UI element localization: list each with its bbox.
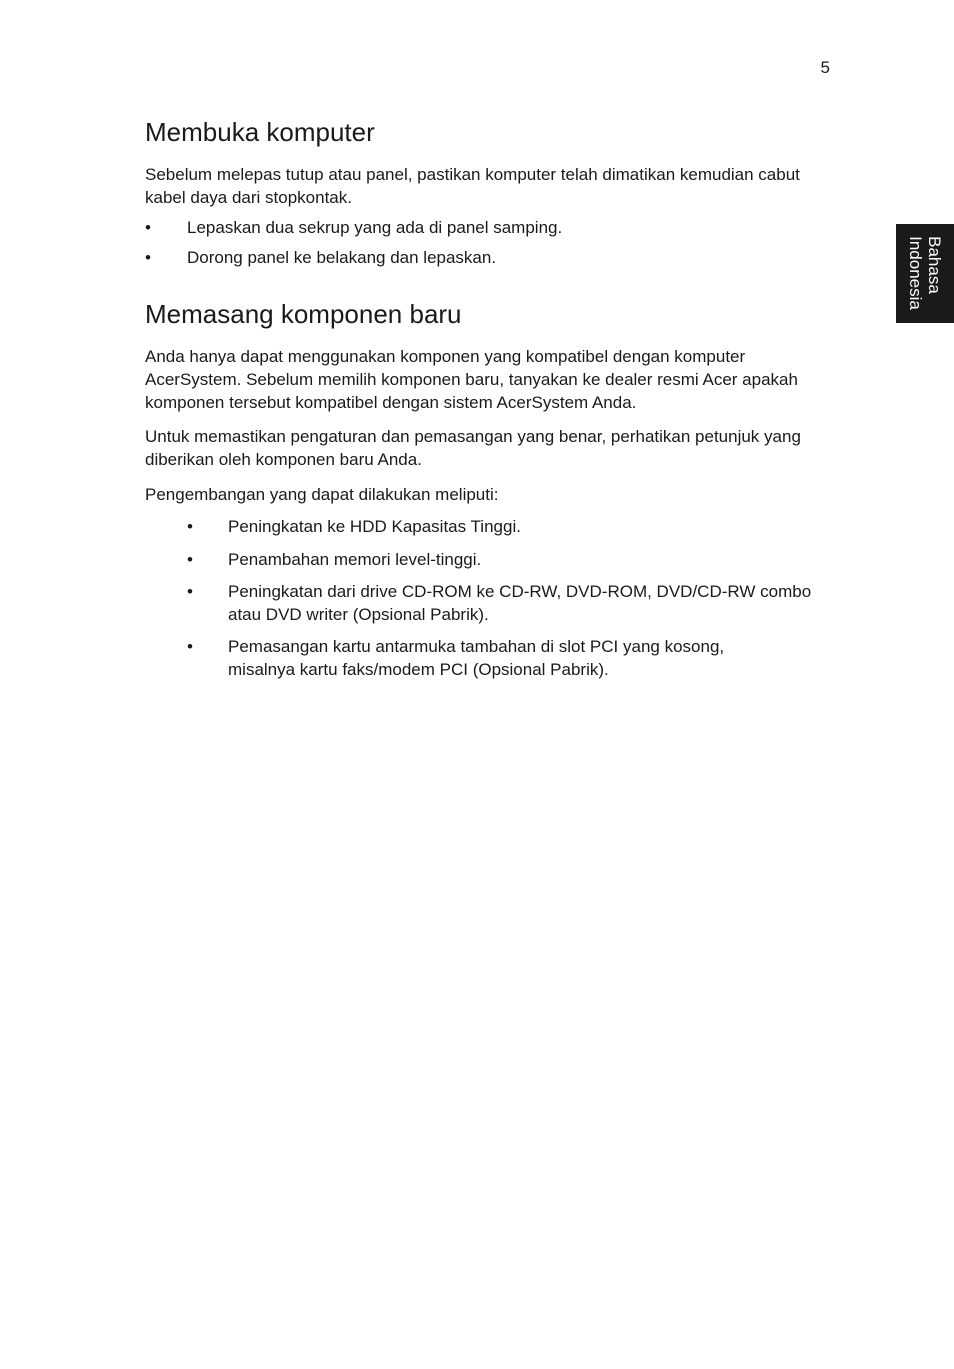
list-item-text: Penambahan memori level-tinggi.	[228, 550, 482, 569]
bullet-symbol: •	[187, 550, 193, 569]
section2-paragraph-1: Anda hanya dapat menggunakan komponen yang kompatibel dengan komputer AcerSystem. Sebelum memilih komponen baru, tanyakan ke dealer resmi Acer apakah komponen tersebut kompatibel dengan sistem AcerSystem Anda.	[145, 347, 798, 412]
bullet-symbol: •	[187, 637, 193, 656]
bullet-symbol: •	[187, 582, 193, 601]
language-tab-label	[906, 236, 944, 310]
bullet-symbol: •	[145, 248, 151, 267]
list-item-text: Peningkatan ke HDD Kapasitas Tinggi.	[228, 517, 521, 536]
language-tab-line1: Bahasa	[925, 236, 944, 294]
language-tab-line2: Indonesia	[906, 236, 925, 310]
page-number: 5	[820, 58, 830, 77]
list-item-text: Dorong panel ke belakang dan lepaskan.	[187, 248, 497, 267]
list-item-text: Lepaskan dua sekrup yang ada di panel samping.	[187, 218, 563, 237]
list-item-text: Pemasangan kartu antarmuka tambahan di slot PCI yang kosong, misalnya kartu faks/modem PCI (Opsional Pabrik).	[228, 637, 725, 679]
section2-paragraph-2: Untuk memastikan pengaturan dan pemasangan yang benar, perhatikan petunjuk yang diberikan oleh komponen baru Anda.	[145, 427, 801, 469]
section1-intro: Sebelum melepas tutup atau panel, pastikan komputer telah dimatikan kemudian cabut kabel daya dari stopkontak.	[145, 165, 800, 207]
section2-paragraph-3: Pengembangan yang dapat dilakukan meliputi:	[145, 485, 499, 504]
list-item-text: Peningkatan dari drive CD-ROM ke CD-RW, DVD-ROM, DVD/CD-RW combo atau DVD writer (Opsional Pabrik).	[228, 582, 812, 624]
language-tab	[896, 224, 954, 323]
bullet-symbol: •	[187, 517, 193, 536]
section-heading-opening-computer: Membuka komputer	[145, 117, 375, 147]
bullet-symbol: •	[145, 218, 151, 237]
section-heading-installing-components: Memasang komponen baru	[145, 299, 462, 329]
